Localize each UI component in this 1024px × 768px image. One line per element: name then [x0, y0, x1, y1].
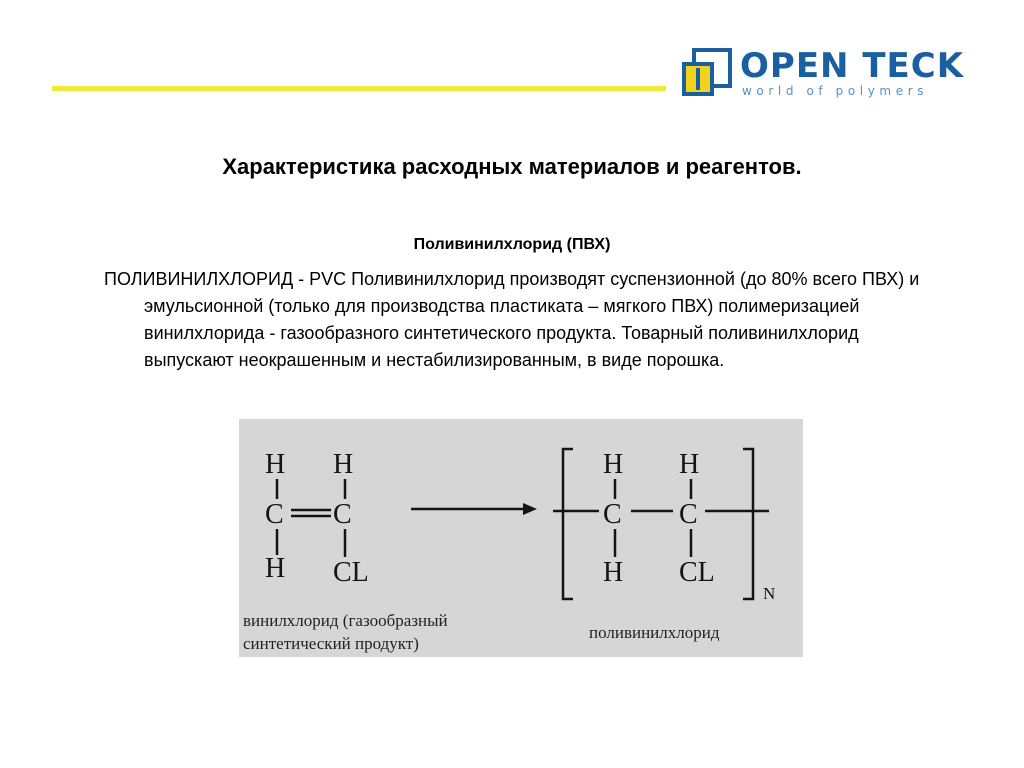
logo-mark-icon: [680, 48, 732, 100]
atom-c-poly-2: C: [679, 499, 698, 530]
atom-h-top-poly-2: H: [679, 449, 700, 480]
atom-h-bottom-poly: H: [603, 557, 624, 588]
logo: [680, 46, 990, 104]
logo-tagline: world of polymers: [742, 84, 929, 98]
atom-h-top-left: H: [265, 449, 286, 480]
atom-c-poly-1: C: [603, 499, 622, 530]
atom-h-top-right: H: [333, 449, 354, 480]
atom-cl-poly: CL: [679, 557, 715, 588]
caption-polyvinyl-chloride: поливинилхлорид: [589, 623, 720, 642]
logo-name: OPEN TECK: [740, 46, 965, 86]
caption-left-line-2: синтетический продукт): [243, 634, 419, 653]
caption-vinyl-chloride: [243, 609, 448, 655]
subscript-n: N: [763, 584, 776, 603]
right-bracket: [743, 449, 753, 599]
description-paragraph: ПОЛИВИНИЛХЛОРИД - PVC Поливинилхлорид производят суспензионной (до 80% всего ПВХ) и эмульсионной (только для производства пластиката – мягкого ПВХ) полимеризацией винилхлорида - газообразного синтетического продукта. Товарный поливинилхлорид выпускают неокрашенным и нестабилизированным, в виде порошка.: [104, 269, 920, 370]
yellow-divider: [52, 86, 666, 91]
atom-c-left: C: [265, 499, 284, 530]
atom-cl-left: CL: [333, 557, 369, 588]
reaction-arrow-head: [523, 503, 537, 515]
polymerization-diagram: [239, 419, 803, 657]
atom-h-bottom-left: H: [265, 553, 286, 584]
page-title: Характеристика расходных материалов и реагентов.: [222, 154, 802, 179]
left-bracket: [563, 449, 573, 599]
atom-h-top-poly-1: H: [603, 449, 624, 480]
caption-left-line-1: винилхлорид (газообразный: [243, 611, 448, 630]
atom-c-right: C: [333, 499, 352, 530]
section-subtitle: Поливинилхлорид (ПВХ): [413, 236, 611, 253]
